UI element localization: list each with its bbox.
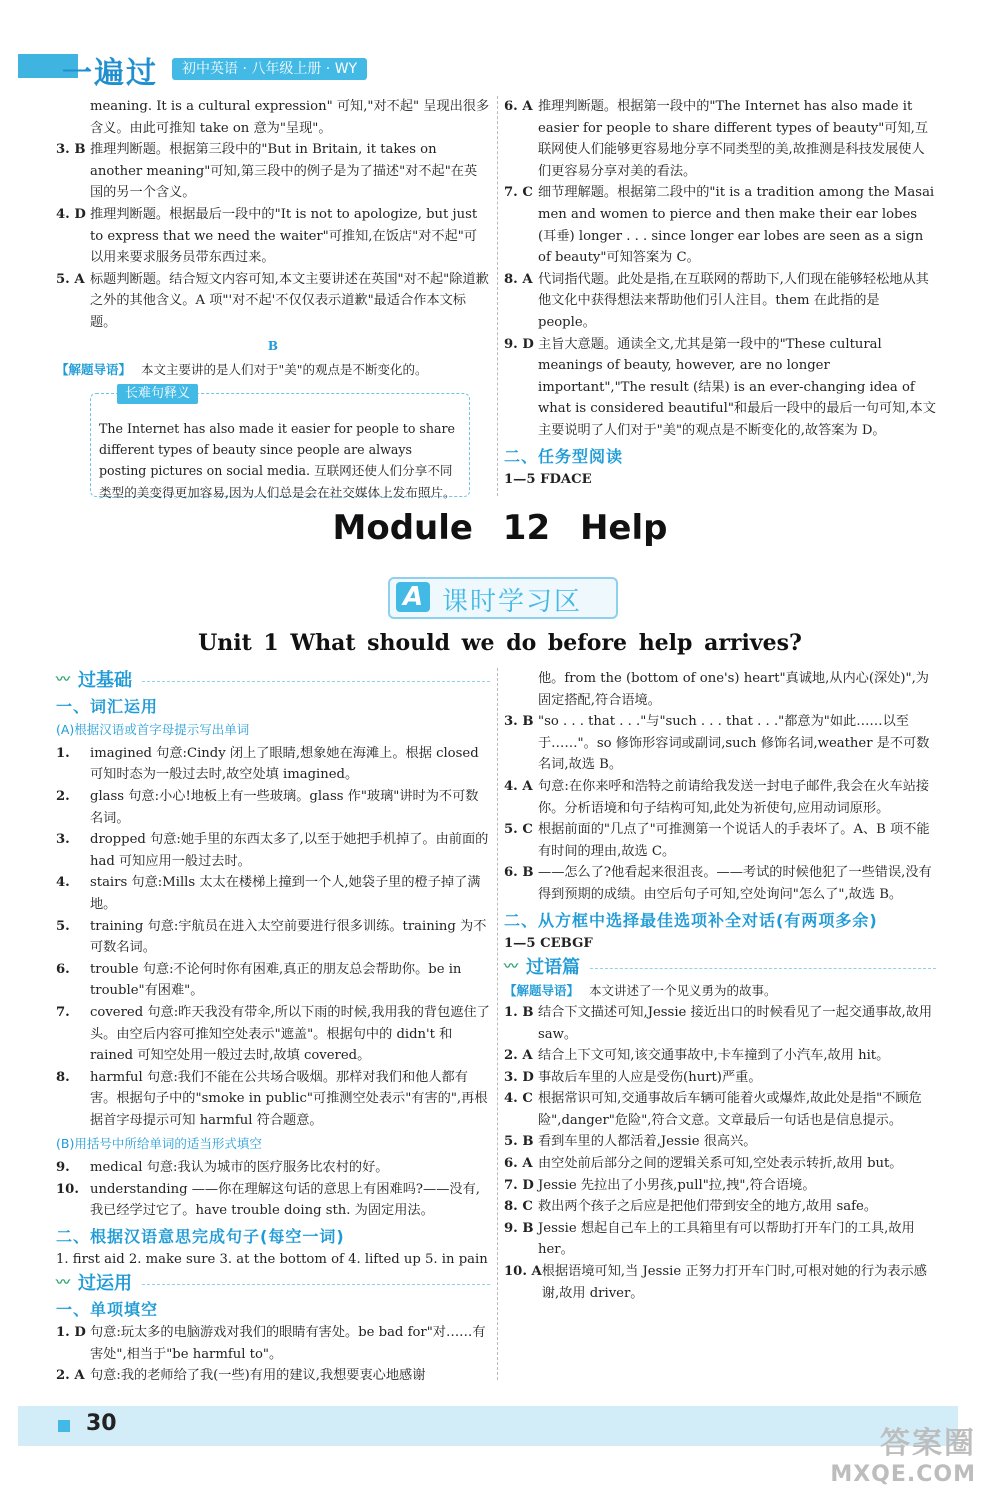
answer-item: 4. A 句意:在你来呼和浩特之前请给我发送一封电子邮件,我会在火车站接你。分析语境和句子结构可知,此处为祈使句,应用动词原形。 bbox=[504, 778, 930, 816]
unit-title: Unit 1 What should we do before help arrives? bbox=[198, 630, 802, 656]
column-divider-top bbox=[497, 96, 498, 496]
answer-item: 2. glass 句意:小心!地板上有一些玻璃。glass 作"玻璃"讲时为不可数名词。 bbox=[56, 788, 479, 826]
zone-letter: A bbox=[396, 582, 430, 612]
swoosh-icon: 〰 bbox=[56, 672, 70, 688]
section-heading: 二、从方框中选择最佳选项补全对话(有两项多余) bbox=[504, 910, 878, 930]
answer-item: 3. B 推理判断题。根据第三段中的"But in Britain, it takes on another meaning"可知,第三段中的例子是为了描述"对不起"在英国的另一个含义。 bbox=[56, 142, 478, 201]
continued-text: 他。from the (bottom of one's) heart"真诚地,从内心(深处)",为固定搭配,符合语境。 bbox=[538, 671, 929, 708]
top-right-column bbox=[504, 96, 936, 491]
answer-item: 5. training 句意:宇航员在进入太空前要进行很多训练。training 为不可数名词。 bbox=[56, 918, 487, 956]
sub-heading: (A)根据汉语或首字母提示写出单词 bbox=[56, 722, 250, 738]
book-tagline: 初中英语 · 八年级上册 · WY bbox=[172, 58, 367, 80]
guide-line: 【解题导语】 本文主要讲的是人们对于"美"的观点是不断变化的。 bbox=[56, 362, 428, 378]
section-answer: 1. first aid 2. make sure 3. at the bottom of 4. lifted up 5. in pain bbox=[56, 1252, 488, 1268]
answer-item: 1. D 句意:玩太多的电脑游戏对我们的眼睛有害处。be bad for"对……有害处",相当于"be harmful to"。 bbox=[56, 1325, 486, 1362]
answer-item: 2. A 句意:我的老师给了我(一些)有用的建议,我想要衷心地感谢 bbox=[56, 1368, 426, 1384]
answer-item: 6. A 由空处前后部分之间的逻辑关系可知,空处表示转折,故用 but。 bbox=[504, 1156, 903, 1172]
study-zone-banner bbox=[388, 577, 618, 619]
top-left-column bbox=[56, 96, 490, 381]
section-heading: 一、词汇运用 bbox=[56, 696, 159, 716]
swoosh-icon: 〰 bbox=[56, 1275, 70, 1292]
section-answer: 1—5 CEBGF bbox=[504, 936, 593, 952]
section-heading: 一、单项填空 bbox=[56, 1299, 159, 1319]
watermark: 答案圈 MXQE.COM bbox=[830, 1426, 976, 1487]
answer-item: 5. C 根据前面的"几点了"可推测第一个说话人的手表坏了。A、B 项不能有时间的理由,故选 C。 bbox=[504, 822, 930, 859]
answer-item: 5. B 看到车里的人都活着,Jessie 很高兴。 bbox=[504, 1134, 757, 1150]
box-text: The Internet has also made it easier for people to share different types of beauty since people are always posting pictures on social media. 互联网还使人们分享不同类型的美变得更加容易,因为人们总是会在社交媒体上发布照片。 bbox=[99, 421, 456, 500]
column-divider-bottom bbox=[497, 668, 498, 1380]
answer-item: 7. C 细节理解题。根据第二段中的"it is a tradition among the Masai men and women to pierce and then make their ear lobes (耳垂) longer . . . since longer ear lobes are seen as a sign of beauty"可知答案为 C。 bbox=[504, 185, 935, 266]
section-banner-passage: 〰 过语篇 bbox=[504, 957, 936, 979]
answer-item: 9. B Jessie 想起自己车上的工具箱里有可以帮助打开车门的工具,故用 her。 bbox=[504, 1220, 915, 1258]
answer-item: 7. covered 句意:昨天我没有带伞,所以下雨的时候,我用我的背包遮住了头。由空后内容可推知空处表示"遮盖"。根据句中的 didn't 和 rained 可知空处用一般过去时,故填 covered。 bbox=[56, 1004, 490, 1064]
section-heading: 二、根据汉语意思完成句子(每空一词) bbox=[56, 1226, 345, 1246]
page-header bbox=[0, 0, 1000, 92]
answer-item: 9. D 主旨大意题。通读全文,尤其是第一段中的"These cultural meanings of beauty, however, are no longer important","The result (结果) is an ever-changing idea of what is considered beautiful"和最后一段中的最后一句可知,本文主要说明了人们对于"美"的观点是不断变化的,故答案为 D。 bbox=[504, 336, 936, 438]
section-letter-b: B bbox=[267, 338, 279, 353]
answer-item: 6. A 推理判断题。根据第一段中的"The Internet has also made it easier for people to share different types of beauty"可知,互联网使人们能够更容易地分享不同类型的美,故推测是科技发展使人们更容易分享对美的看法。 bbox=[504, 99, 929, 179]
answer-item: 1. imagined 句意:Cindy 闭上了眼睛,想象她在海滩上。根据 closed 可知时态为一般过去时,故空处填 imagined。 bbox=[56, 745, 479, 783]
footer-band bbox=[18, 1406, 958, 1446]
answer-item: 8. C 救出两个孩子之后应是把他们带到安全的地方,故用 safe。 bbox=[504, 1199, 878, 1215]
answer-item: 3. D 事故后车里的人应是受伤(hurt)严重。 bbox=[504, 1069, 762, 1085]
answer-item: 4. stairs 句意:Mills 太太在楼梯上撞到一个人,她袋子里的橙子掉了满地。 bbox=[56, 875, 481, 912]
guide-line: 【解题导语】 本文讲述了一个见义勇为的故事。 bbox=[504, 983, 777, 999]
long-sentence-box bbox=[90, 386, 470, 500]
answer-item: 4. C 根据常识可知,交通事故后车辆可能着火或爆炸,故此处是指"不顾危险",danger"危险",符合文意。文章最后一句话也是信息提示。 bbox=[504, 1091, 922, 1128]
answer-item: 8. A 代词指代题。此处是指,在互联网的帮助下,人们现在能够轻松地从其他文化中获得想法来帮助他们引人注目。them 在此指的是 people。 bbox=[504, 271, 929, 330]
bottom-right-column bbox=[504, 668, 936, 1304]
answer-item: 9. medical 句意:我认为城市的医疗服务比农村的好。 bbox=[56, 1160, 389, 1176]
module-title: Module 12 Help bbox=[332, 508, 668, 548]
section-answer: 1—5 FDACE bbox=[504, 472, 592, 488]
answer-item: 3. B "so . . . that . . ."与"such . . . that . . ."都意为"如此……以至于……"。so 修饰形容词或副词,such 修饰名词,weather 是不可数名词,故选 B。 bbox=[504, 714, 930, 773]
answer-item: 4. D 推理判断题。根据最后一段中的"It is not to apologize, but just to express that we need the waiter"可推知,在饭店"对不起"可以用来要求服务员带东西过来。 bbox=[56, 206, 478, 266]
answer-item: 2. A 结合上下文可知,该交通事故中,卡车撞到了小汽车,故用 hit。 bbox=[504, 1048, 890, 1064]
answer-item: 5. A 标题判断题。结合短文内容可知,本文主要讲述在英国"对不起"除道歉之外的其他含义。A 项"'对不起'不仅仅表示道歉"最适合作本文标题。 bbox=[56, 271, 489, 330]
answer-item: 10. understanding ——你在理解这句话的意思上有困难吗?——没有,我已经学过它了。have trouble doing sth. 为固定用法。 bbox=[56, 1181, 480, 1219]
answer-item: 8. harmful 句意:我们不能在公共场合吸烟。那样对我们和他人都有害。根据句子中的"smoke in public"可推测空处表示"有害的",再根据首字母提示可知 harmful 符合题意。 bbox=[56, 1069, 488, 1128]
sub-heading: (B)用括号中所给单词的适当形式填空 bbox=[56, 1136, 262, 1152]
answer-item: 1. B 结合下文描述可知,Jessie 接近出口的时候看见了一起交通事故,故用 saw。 bbox=[504, 1004, 933, 1042]
answer-item: 6. trouble 句意:不论何时你有困难,真正的朋友总会帮助你。be in trouble"有困难"。 bbox=[56, 961, 462, 999]
zone-text: 课时学习区 bbox=[442, 587, 583, 617]
box-title: 长难句释义 bbox=[117, 384, 198, 404]
book-logo: 一遍过 bbox=[62, 56, 158, 91]
section-banner-practice: 〰 过运用 bbox=[56, 1273, 490, 1295]
section-heading: 二、任务型阅读 bbox=[504, 446, 624, 466]
answer-item: 10. A 根据语境可知,当 Jessie 正努力打开车门时,可根对她的行为表示感谢,故用 driver。 bbox=[504, 1264, 927, 1301]
swoosh-icon: 〰 bbox=[504, 958, 518, 975]
section-banner-basics: 〰 过基础 bbox=[56, 670, 490, 692]
page-number: 30 bbox=[86, 1411, 117, 1436]
footer-square bbox=[58, 1420, 70, 1432]
answer-item: 7. D Jessie 先拉出了小男孩,pull"拉,拽",符合语境。 bbox=[504, 1177, 816, 1193]
bottom-left-column bbox=[56, 668, 490, 1387]
answer-item: 6. B ——怎么了?他看起来很沮丧。——考试的时候他犯了一些错误,没有得到预期的成绩。由空后句子可知,空处询问"怎么了",故选 B。 bbox=[504, 865, 932, 902]
answer-item: 3. dropped 句意:她手里的东西太多了,以至于她把手机掉了。由前面的 had 可知应用一般过去时。 bbox=[56, 832, 489, 869]
continued-text: meaning. It is a cultural expression" 可知,"对不起" 呈现出很多含义。由此可推知 take on 意为"呈现"。 bbox=[90, 99, 490, 136]
